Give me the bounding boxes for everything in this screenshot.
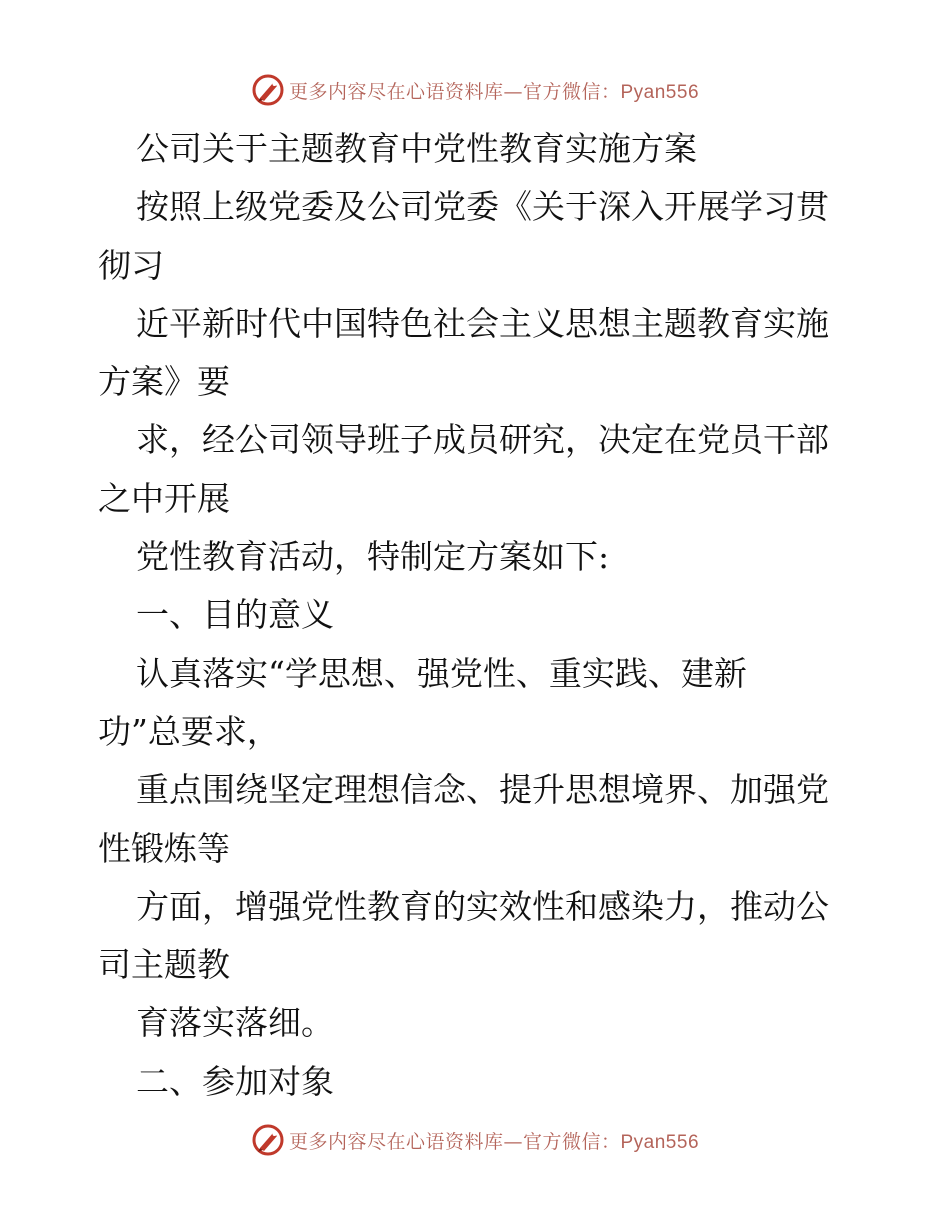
watermark-wechat-id: Pyan556 [620,81,700,103]
document-line: 一、目的意义 [136,595,334,635]
footer-watermark [0,1122,950,1158]
header-watermark [0,72,950,108]
document-line: 重点围绕坚定理想信念、提升思想境界、加强党 [136,770,829,810]
document-line: 功”总要求， [98,711,280,751]
watermark-text: 更多内容尽在心语资料库—官方微信： [288,80,621,103]
document-line: 司主题教 [98,945,230,985]
document-line: 二、参加对象 [136,1061,334,1101]
document-line: 公司关于主题教育中党性教育实施方案 [136,129,697,168]
document-line: 近平新时代中国特色社会主义思想主题教育实施 [136,303,829,343]
document-line: 方案》要 [98,362,230,402]
document-line: 求，经公司领导班子成员研究，决定在党员干部 [136,420,829,460]
watermark-text: 更多内容尽在心语资料库—官方微信： [288,1130,621,1153]
document-line: 彻习 [98,245,164,285]
pen-logo-icon [251,1123,285,1157]
pen-logo-icon [251,73,285,107]
document-line: 方面，增强党性教育的实效性和感染力，推动公 [136,886,829,926]
document-body [98,120,858,1111]
document-line: 育落实落细。 [136,1003,334,1043]
document-line: 认真落实“学思想、强党性、重实践、建新 [136,653,747,693]
document-line: 之中开展 [98,478,230,518]
document-line: 党性教育活动，特制定方案如下: [136,537,610,577]
document-line: 按照上级党委及公司党委《关于深入开展学习贯 [136,187,829,227]
document-line: 性锻炼等 [98,828,230,868]
watermark-wechat-id: Pyan556 [620,1131,700,1153]
